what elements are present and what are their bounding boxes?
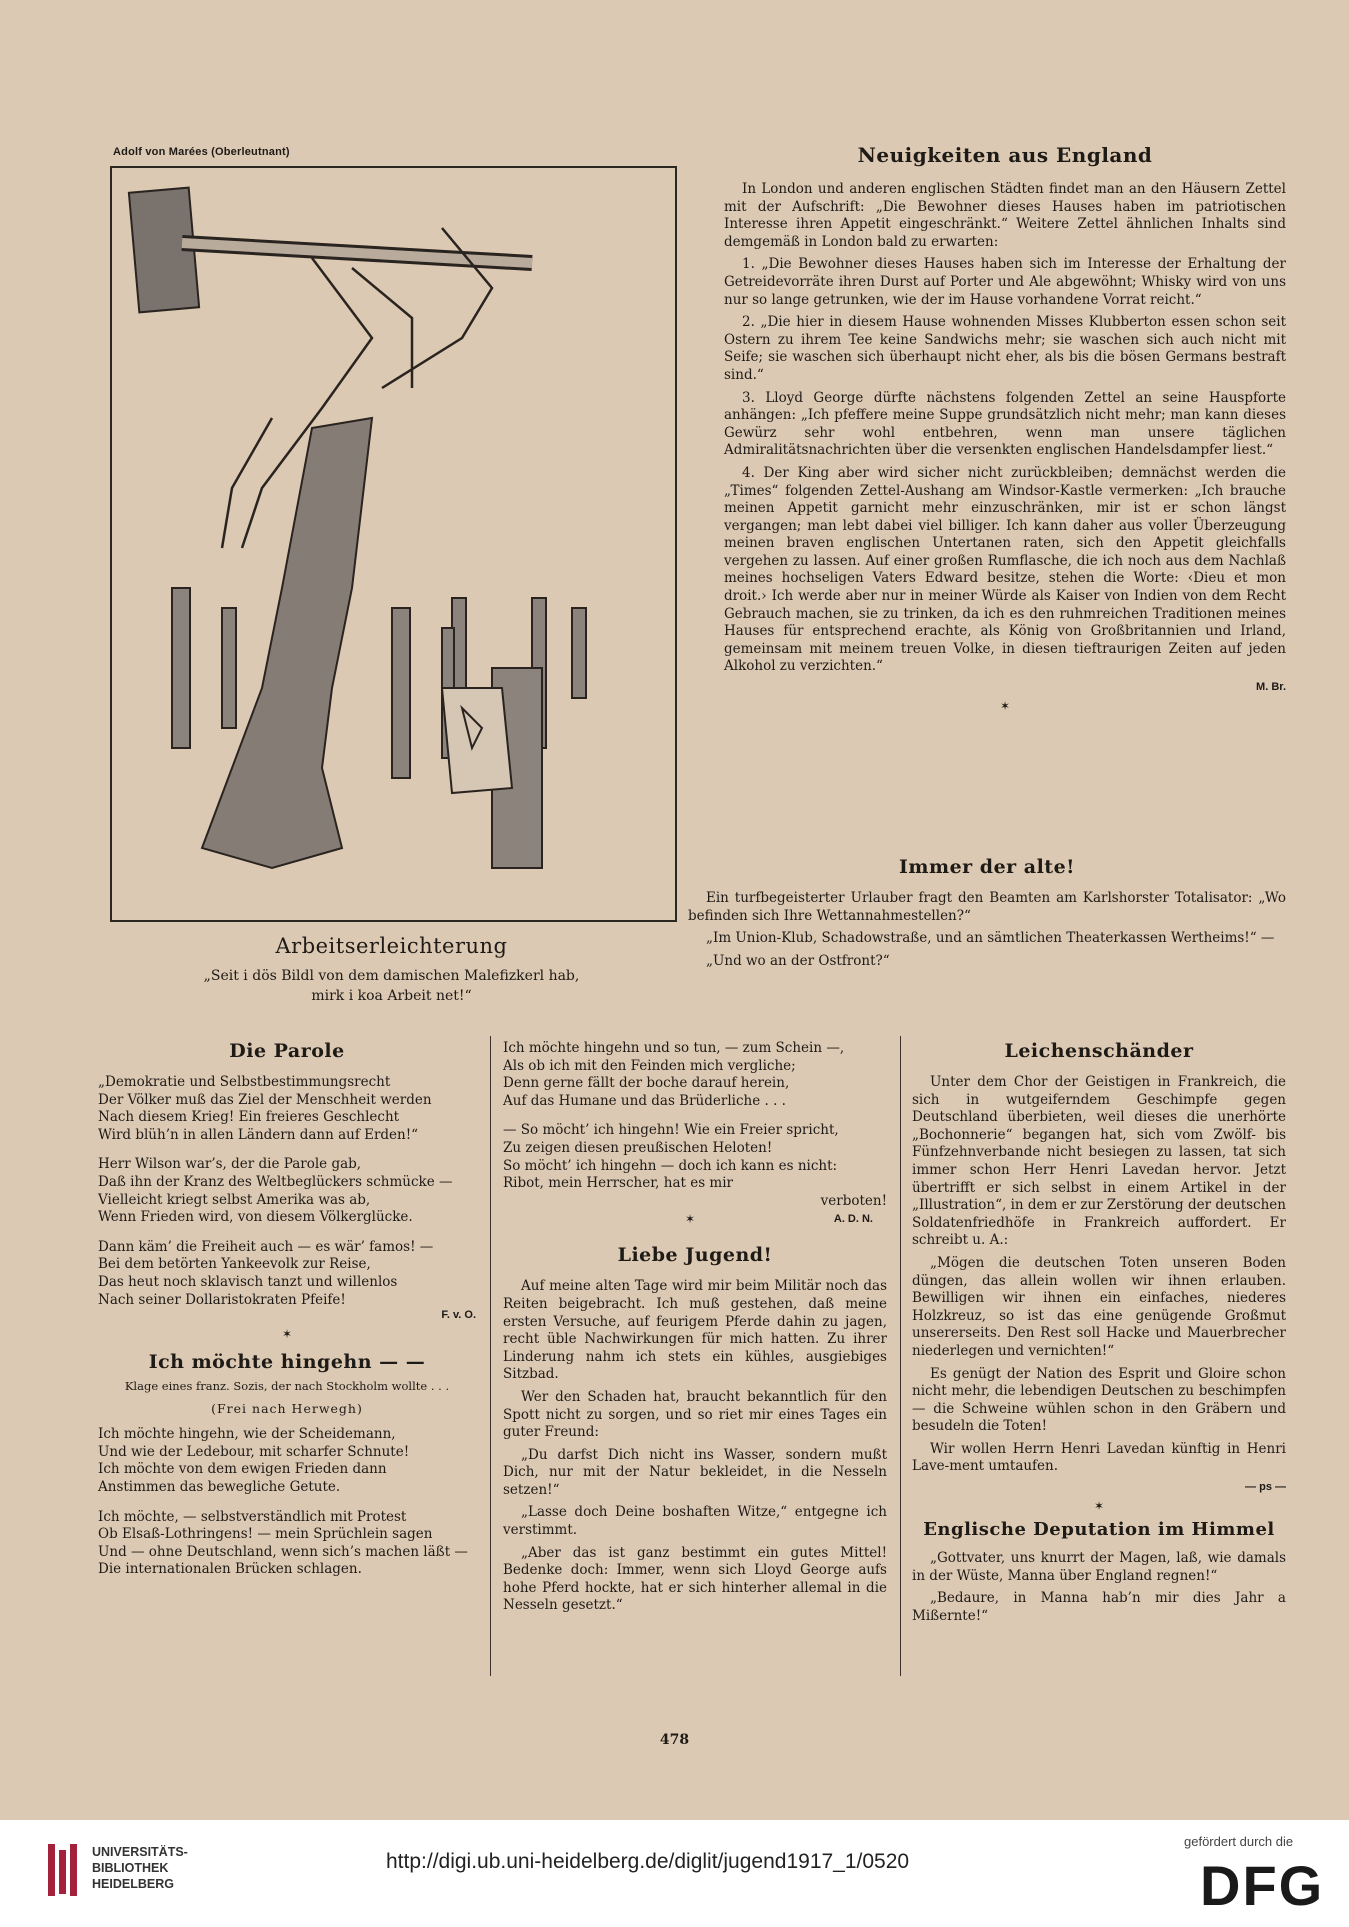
parole-stanza-2: Herr Wilson war’s, der die Parole gab, Daß ihn der Kranz des Weltbeglückers schmücke — Vielleicht kriegt selbst Amerika was ab, Wenn Frieden wird, von diesem Völkerglücke.	[98, 1156, 453, 1226]
deputation-para-2: „Bedaure, in Manna hab’n mir dies Jahr a Mißernte!“	[912, 1590, 1286, 1624]
caption-line-1: „Seit i dös Bildl von dem damischen Malefizkerl hab,	[203, 968, 580, 984]
hingehn-stanza-4: — So möcht’ ich hingehn! Wie ein Freier spricht, Zu zeigen diesen preußischen Heloten! So möcht’ ich hingehn — doch ich kann es nicht: Ribot, mein Herrscher, hat es mir	[503, 1122, 839, 1192]
page-number: 478	[659, 1732, 690, 1748]
hingehn-stanza-3: Ich möchte hingehn und so tun, — zum Schein —, Als ob ich mit den Feinden mich vergliche; Denn gerne fällt der boche darauf herein, Auf das Humane und das Brüderliche . . .	[503, 1040, 845, 1109]
separator-star: ✶	[684, 1212, 695, 1227]
liebe-para-4: „Lasse doch Deine boshaften Witze,“ entgegne ich verstimmt.	[503, 1504, 887, 1539]
neuigkeiten-signature: M. Br.	[1256, 681, 1286, 694]
library-line-1: UNIVERSITÄTS-	[92, 1845, 188, 1859]
library-logo	[46, 1842, 82, 1902]
funded-by-label: gefördert durch die	[1184, 1834, 1294, 1849]
library-name	[92, 1844, 188, 1892]
digitization-footer	[0, 1820, 1349, 1927]
liebe-para-2: Wer den Schaden hat, braucht bekanntlich für den Spott nicht zu sorgen, und so riet mir eines Tages ein guter Freund:	[503, 1388, 887, 1441]
immer-para-2: „Im Union-Klub, Schadowstraße, und an sämtlichen Theaterkassen Wertheims!“ —	[706, 930, 1275, 947]
dfg-logo: DFG	[1200, 1854, 1325, 1917]
parole-heading: Die Parole	[229, 1040, 345, 1062]
hingehn-signature: A. D. N.	[833, 1213, 873, 1226]
article-immer	[688, 856, 1286, 975]
illustration-caption	[110, 966, 673, 1006]
liebe-para-3: „Du darfst Dich nicht ins Wasser, sondern mußt Dich, nur mit der Natur bekleidet, in die Nesseln setzen!“	[503, 1446, 887, 1498]
parole-stanza-1: „Demokratie und Selbstbestimmungsrecht Der Völker muß das Ziel der Menschheit werden Nach diesem Krieg! Ein freieres Geschlecht Wird blüh’n in allen Ländern dann auf Erden!“	[98, 1074, 432, 1143]
caption-line-2: mirk i koa Arbeit net!“	[311, 988, 472, 1004]
separator-star: ✶	[281, 1327, 293, 1342]
neuigkeiten-item-3: 3. Lloyd George dürfte nächstens folgenden Zettel an seine Hauspforte anhängen: „Ich pfeffere meine Suppe grundsätzlich nicht mehr; man kann dieses Gewürz sehr wohl entbehren, wenn man unsere täglichen Admiralitätsnachrichten über die versenkten englischen Handelsdampfer liest.“	[724, 389, 1286, 459]
neuigkeiten-item-1: 1. „Die Bewohner dieses Hauses haben sich im Interesse der Erhaltung der Getreidevorräte ihren Durst auf Porter und Ale abgewöhnt; Whisky wird von uns nur so lange getrunken, wie der im Hause vorhandene Vorrat reicht.“	[724, 256, 1286, 308]
library-line-2: BIBLIOTHEK	[92, 1861, 169, 1875]
liebe-para-1: Auf meine alten Tage wird mir beim Militär noch das Reiten beigebracht. Ich muß gestehen, daß meine ersten Versuche, auf feurigem Pferde dahin zu jagen, recht üble Nachwirkungen für mich hatten. Zu ihrer Linderung nahm ich stets ein kühles, ausgiebiges Sitzbad.	[503, 1278, 887, 1383]
immer-para-3: „Und wo an der Ostfront?“	[706, 952, 890, 969]
hingehn-heading: Ich möchte hingehn — —	[148, 1351, 426, 1374]
illustration-frame	[110, 166, 677, 922]
library-line-3: HEIDELBERG	[92, 1877, 174, 1891]
hingehn-subtitle: Klage eines franz. Sozis, der nach Stockholm wollte . . .	[124, 1379, 450, 1394]
immer-heading: Immer der alte!	[898, 856, 1076, 878]
leichen-para-1: Unter dem Chor der Geistigen in Frankreich, die sich in wutgeiferndem Geschimpfe gegen Deutschland überbieten, weil dieses die unerhörte „Bochonnerie“ begangen hat, sich vom Zwölf- bis Fünfzehnverbande nicht besiegen zu lassen, tat sich immer schon Herr Henri Lavedan hervor. Jetzt übertrifft er sich selbst in einem Artikel in der „Illustration“, in dem er zur Zerstörung der deutschen Soldatenfriedhöfe in Frankreich auffordert. Er schreibt u. A.:	[912, 1074, 1286, 1249]
parole-signature: F. v. O.	[441, 1309, 476, 1322]
neuigkeiten-item-2: 2. „Die hier in diesem Hause wohnenden Misses Klubberton essen schon seit Ostern zu ihrem Tee keine Sandwichs mehr; sie waschen sich auch nicht mit Seife; sie waschen sich überhaupt nicht eher, als bis die bösen Germans bestraft sind.“	[724, 314, 1286, 383]
separator-star: ✶	[1093, 1499, 1105, 1514]
column-1	[98, 1040, 476, 1591]
column-3	[912, 1040, 1286, 1630]
leichen-heading: Leichenschänder	[1004, 1040, 1194, 1062]
column-2	[503, 1040, 887, 1620]
posted-note	[442, 688, 512, 793]
leichen-para-2: „Mögen die deutschen Toten unseren Boden düngen, das allein wollen wir ihnen erlauben. Bewilligen wir ihnen ein einfaches, niederes Holzkreuz, so ist das eine genügende Großmut unsererseits. Den Rest soll Hacke und Mauerbrecher niederlegen und vernichten!“	[912, 1254, 1286, 1359]
immer-para-1: Ein turfbegeisterter Urlauber fragt den Beamten am Karlshorster Totalisator: „Wo befinden sich Ihre Wettannahmestellen?“	[688, 890, 1286, 924]
hingehn-stanza-1: Ich möchte hingehn, wie der Scheidemann, Und wie der Ledebour, mit scharfer Schnute! Ich möchte von dem ewigen Frieden dann Anstimmen das bewegliche Getute.	[98, 1426, 410, 1495]
liebe-heading: Liebe Jugend!	[617, 1244, 773, 1267]
liebe-para-5: „Aber das ist ganz bestimmt ein gutes Mittel! Bedenke doch: Immer, wenn sich Lloyd George aufs hohe Pferd hockte, hat er sich hinterher allemal in die Nesseln gesetzt.“	[503, 1544, 887, 1614]
neuigkeiten-heading: Neuigkeiten aus England	[857, 143, 1153, 167]
column-divider-left	[490, 1036, 491, 1676]
permalink[interactable]: http://digi.ub.uni-heidelberg.de/diglit/jugend1917_1/0520	[386, 1850, 910, 1873]
parole-stanza-3: Dann käm’ die Freiheit auch — es wär’ famos! — Bei dem betörten Yankeevolk zur Reise, Das heut noch sklavisch tanzt und willenlos Nach seiner Dollaristokraten Pfeife!	[98, 1238, 434, 1308]
hingehn-last-word: verboten!	[820, 1192, 887, 1209]
column-divider-right	[900, 1036, 901, 1676]
leichen-signature: — ps —	[1245, 1481, 1286, 1494]
hingehn-stanza-2: Ich möchte, — selbstverständlich mit Protest Ob Elsaß-Lothringens! — mein Sprüchlein sagen Und — ohne Deutschland, wenn sich’s machen läßt — Die internationalen Brücken schlagen.	[98, 1508, 468, 1578]
article-neuigkeiten	[724, 143, 1286, 719]
leichen-para-3: Es genügt der Nation des Esprit und Gloire schon nicht mehr, die lebendigen Deutschen zu beschimpfen — die Schweine wühlen schon in den Gräbern und besudeln die Toten!	[912, 1365, 1286, 1435]
artist-credit: Adolf von Marées (Oberleutnant)	[113, 146, 290, 158]
deputation-heading: Englische Deputation im Himmel	[923, 1519, 1275, 1541]
deputation-para-1: „Gottvater, uns knurrt der Magen, laß, wie damals in der Wüste, Manna über England regnen!“	[912, 1550, 1286, 1584]
leichen-para-4: Wir wollen Herrn Henri Lavedan künftig in Henri Lave-ment umtaufen.	[912, 1440, 1286, 1475]
neuigkeiten-intro: In London und anderen englischen Städten findet man an den Häusern Zettel mit der Aufschrift: „Die Bewohner dieses Hauses haben im patriotischen Interesse ihren Appetit eingeschränkt.“ Weitere Zettel ähnlichen Inhalts sind demgemäß in London bald zu erwarten:	[724, 181, 1286, 250]
hammer-pillar-illustration	[112, 168, 675, 920]
hingehn-attribution: (Frei nach Herwegh)	[211, 1401, 363, 1417]
illustration-title: Arbeitserleichterung	[275, 934, 508, 958]
separator-star: ✶	[999, 699, 1011, 714]
heidelberg-logo-icon	[46, 1842, 82, 1898]
neuigkeiten-item-4: 4. Der King aber wird sicher nicht zurückbleiben; demnächst werden die „Times“ folgenden Zettel-Aushang am Windsor-Kastle vermerken: „Ich brauche meinen Appetit garnicht mehr einzuschränken, mir ist er schon längst vergangen; man lebt dabei viel billiger. Ich kann daher aus voller Überzeugung meinen braven englischen Untertanen raten, sich den Appetit gleichfalls vergehen zu lassen. Auf einer großen Rumflasche, die ich noch aus dem Nachlaß meines hochseligen Vaters Edward besitze, stehen die Worte: ‹Dieu et mon droit.› Ich werde aber nur in meiner Würde als Kaiser von Indien von dem Recht Gebrauch machen, sie zu trinken, da ich es den ruhmreichen Traditionen meines Hauses für entsprechend erachte, als König von Großbritannien und Irland, gemeinsam mit meinem treuen Volke, in diesen tieftraurigen Zeiten auf jeden Alkohol zu verzichten.“	[724, 464, 1286, 675]
